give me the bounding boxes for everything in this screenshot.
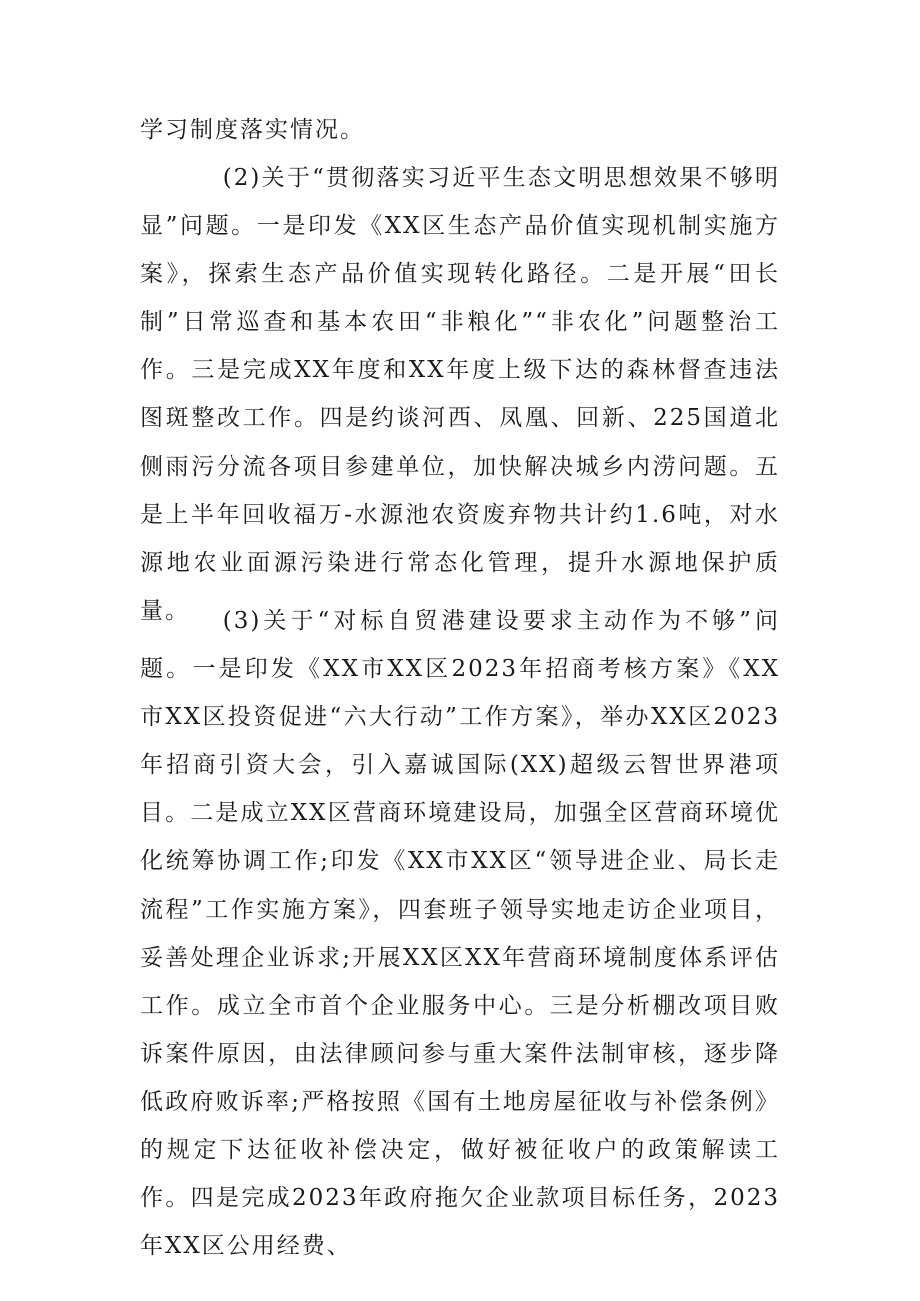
paragraph-item-2: (2)关于“贯彻落实习近平生态文明思想效果不够明显”问题。一是印发《XX区生态产品价值实现机制实施方案》，探索生态产品价值实现转化路径。二是开展“田长制”日常巡查和基本农田“非粮化”“非农化”问题整治工作。三是完成XX年度和XX年度上级下达的森林督查违法图斑整改工作。四是约谈河西、凤凰、回新、225国道北侧雨污分流各项目参建单位，加快解决城乡内涝问题。五是上半年回收福万-水源池农资废弃物共计约1.6吨，对水源地农业面源污染进行常态化管理，提升水源地保护质量。: [140, 165, 780, 624]
document-body: [140, 106, 780, 1260]
continuation-line: 学习制度落实情况。: [140, 117, 365, 143]
paragraph-item-3: (3)关于“对标自贸港建设要求主动作为不够”问题。一是印发《XX市XX区2023年招商考核方案》《XX市XX区投资促进“六大行动”工作方案》，举办XX区2023年招商引资大会，引入嘉诚国际(XX)超级云智世界港项目。二是成立XX区营商环境建设局，加强全区营商环境优化统筹协调工作;印发《XX市XX区“领导进企业、局长走流程”工作实施方案》，四套班子领导实地走访企业项目，妥善处理企业诉求;开展XX区XX年营商环境制度体系评估工作。成立全市首个企业服务中心。三是分析棚改项目败诉案件原因，由法律顾问参与重大案件法制审核，逐步降低政府败诉率;严格按照《国有土地房屋征收与补偿条例》的规定下达征收补偿决定，做好被征收户的政策解读工作。四是完成2023年政府拖欠企业款项目标任务，2023年XX区公用经费、: [140, 608, 780, 1260]
